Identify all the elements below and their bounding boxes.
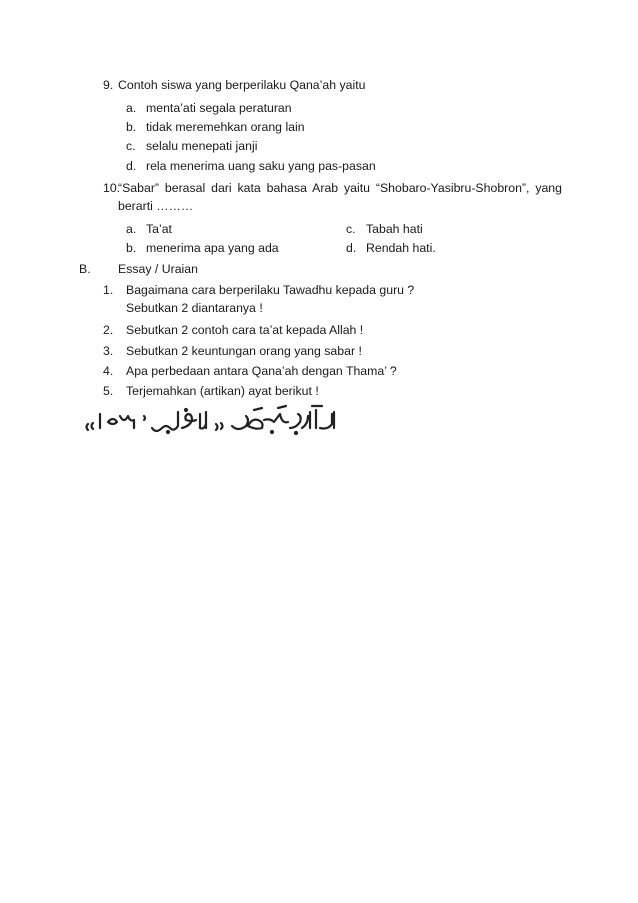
essay-5-number: 5.: [103, 384, 114, 398]
essay-1-number: 1.: [103, 283, 114, 297]
q10-option-a-text: Ta’at: [146, 222, 172, 236]
question-10-text-line2: berarti ………: [118, 199, 194, 213]
q10-option-b-text: menerima apa yang ada: [146, 241, 279, 255]
essay-5-text: Terjemahkan (artikan) ayat berikut !: [126, 384, 319, 398]
q9-option-d-letter: d.: [126, 159, 137, 173]
essay-1-subtext: Sebutkan 2 diantaranya !: [126, 301, 263, 315]
question-10-number: 10.: [103, 181, 121, 195]
q9-option-c-letter: c.: [126, 139, 136, 153]
q10-option-d-letter: d.: [346, 241, 357, 255]
q10-option-b-letter: b.: [126, 241, 137, 255]
q9-option-b-letter: b.: [126, 120, 137, 134]
essay-4-number: 4.: [103, 364, 114, 378]
essay-4-text: Apa perbedaan antara Qana’ah dengan Thama’ ?: [126, 364, 397, 378]
question-9-text: Contoh siswa yang berperilaku Qana’ah yaitu: [118, 78, 366, 92]
section-b-letter: B.: [79, 262, 91, 276]
question-10-text-line1: “Sabar” berasal dari kata bahasa Arab yaitu “Shobaro-Yasibru-Shobron”, yang: [118, 181, 562, 195]
q9-option-c-text: selalu menepati janji: [146, 139, 258, 153]
q9-option-a-letter: a.: [126, 101, 137, 115]
q10-option-c-letter: c.: [346, 222, 356, 236]
q9-option-d-text: rela menerima uang saku yang pas-pasan: [146, 159, 376, 173]
essay-3-text: Sebutkan 2 keuntungan orang yang sabar !: [126, 344, 362, 358]
q10-option-c-text: Tabah hati: [366, 222, 423, 236]
q10-option-d-text: Rendah hati.: [366, 241, 436, 255]
q9-option-b-text: tidak meremehkan orang lain: [146, 120, 305, 134]
essay-2-text: Sebutkan 2 contoh cara ta’at kepada Allah !: [126, 323, 364, 337]
section-b-title: Essay / Uraian: [118, 262, 198, 276]
handwritten-arabic-verse: [82, 402, 342, 436]
q9-option-a-text: menta’ati segala peraturan: [146, 101, 292, 115]
essay-1-text: Bagaimana cara berperilaku Tawadhu kepada guru ?: [126, 283, 415, 297]
essay-3-number: 3.: [103, 344, 114, 358]
q10-option-a-letter: a.: [126, 222, 137, 236]
essay-2-number: 2.: [103, 323, 114, 337]
question-9-number: 9.: [103, 78, 114, 92]
